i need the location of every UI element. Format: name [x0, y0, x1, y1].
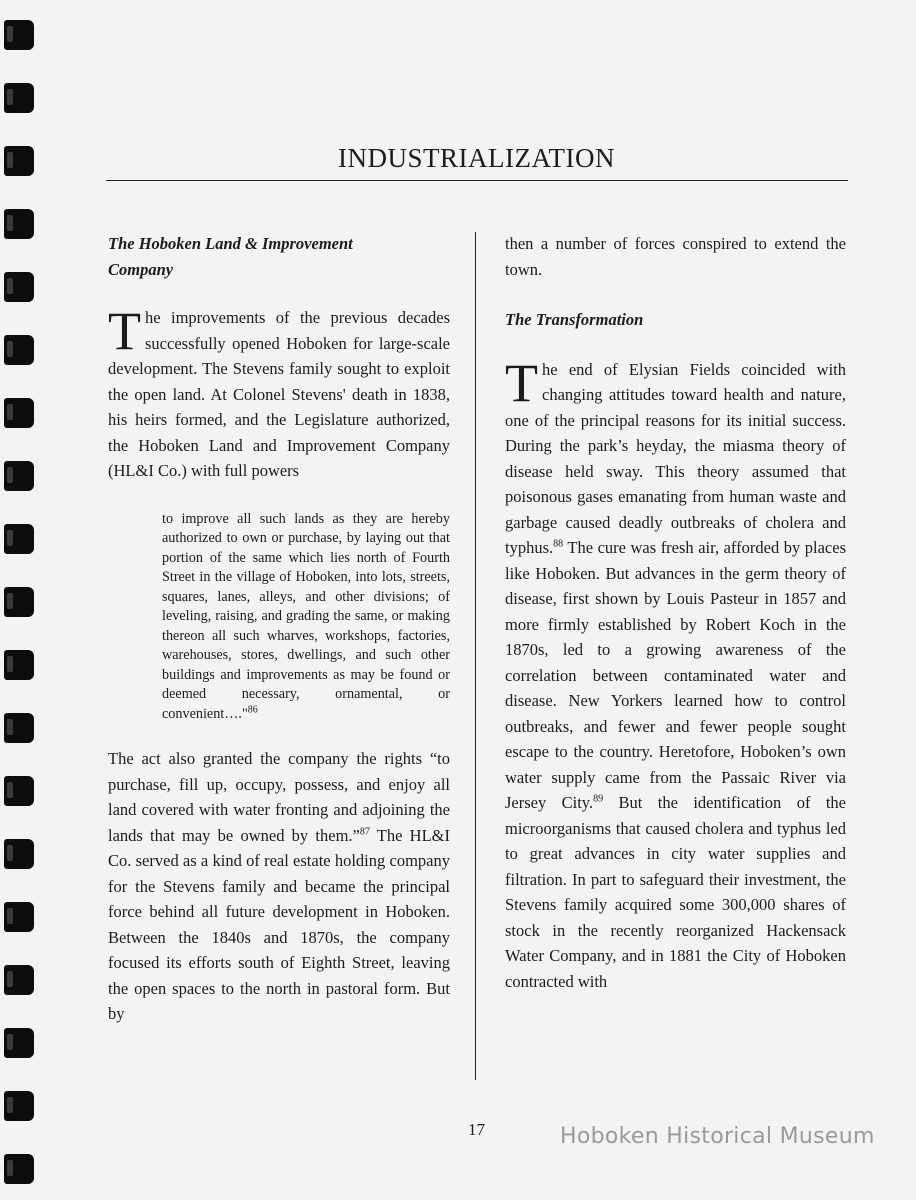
- drop-cap: T: [108, 301, 141, 361]
- paragraph-text: he improvements of the previous decades successfully opened Hoboken for large-scale development. The Stevens family sought to exploit the open land. At Colonel Stevens' death in 1838, his heirs formed, and the Legislature authorized, the Hoboken Land and Improvement Company (HL&I Co.) with full powers: [108, 308, 450, 480]
- binding-coil: [4, 776, 34, 806]
- binding-coil: [4, 461, 34, 491]
- footnote-ref-89: 89: [593, 793, 604, 805]
- block-quote: [162, 510, 450, 725]
- binding-coil: [4, 587, 34, 617]
- paragraph-text: he end of Elysian Fields coincided with changing attitudes toward health and nature, one of the principal reasons for its initial success. During the park’s heyday, the miasma theory of disease held sway. This theory assumed that poisonous gases emanating from human waste and garbage caused deadly outbreaks of cholera and typhus.: [505, 359, 846, 557]
- binding-coil: [4, 902, 34, 932]
- binding-coil: [4, 1154, 34, 1184]
- binding-coil: [4, 713, 34, 743]
- footnote-ref-88: 88: [553, 538, 564, 550]
- binding-coil: [4, 209, 34, 239]
- right-column: [505, 231, 846, 994]
- binding-coil: [4, 20, 34, 50]
- binding-coil: [4, 1091, 34, 1121]
- paragraph-transformation: [505, 352, 847, 995]
- footnote-ref-87: 87: [359, 826, 370, 837]
- binding-coil: [4, 839, 34, 869]
- paragraph-continuation: then a number of forces conspired to extend the town.: [505, 234, 846, 279]
- paragraph-hl-i-intro: [108, 301, 450, 484]
- footnote-ref-86: 86: [247, 703, 258, 715]
- quote-text: to improve all such lands as they are hereby authorized to own or purchase, by laying out that portion of the same which lies north of Fourth Street in the village of Hoboken, into lots, streets, squares, lanes, alleys, and other divisions; of leveling, raising, and grading the same, or making thereon all such wharves, workshops, factories, warehouses, stores, dwellings, and such other buildings and improvements as may be found or deemed necessary, ornamental, or convenient….": [162, 510, 450, 722]
- drop-cap: T: [505, 352, 538, 413]
- column-divider: [475, 232, 476, 1080]
- binding-coil: [4, 272, 34, 302]
- left-column: [108, 231, 450, 1027]
- paragraph-hl-i-rights: [108, 746, 450, 1027]
- watermark: Hoboken Historical Museum: [560, 1124, 875, 1149]
- section-heading-transformation: The Transformation: [505, 310, 644, 329]
- binding-coil: [4, 146, 34, 176]
- section-heading-hl-i: The Hoboken Land & Improvement Company: [108, 234, 353, 279]
- binding-coil: [4, 524, 34, 554]
- spiral-binding: [0, 0, 40, 1200]
- page-number: 17: [468, 1120, 485, 1139]
- binding-coil: [4, 965, 34, 995]
- binding-coil: [4, 83, 34, 113]
- paragraph-text: The cure was fresh air, afforded by places like Hoboken. But advances in the germ theory of disease, first shown by Louis Pasteur in 1857 and more firmly established by Robert Koch in the 1870s, led to a growing awareness of the correlation between contaminated water and disease. New Yorkers learned how to control outbreaks, and fewer and fewer people sought escape to the country. Heretofore, Hoboken’s own water supply came from the Passaic River via Jersey City.: [505, 538, 846, 812]
- page-title: INDUSTRIALIZATION: [338, 143, 615, 173]
- binding-coil: [4, 650, 34, 680]
- paragraph-text: But the identification of the microorganisms that caused cholera and typhus led to great advances in city water supplies and filtration. In part to safeguard their investment, the Stevens family acquired some 300,000 shares of stock in the recently reorganized Hackensack Water Company, and in 1881 the City of Hoboken contracted with: [505, 793, 847, 991]
- paragraph-text: The act also granted the company the rights “to purchase, fill up, occupy, possess, and enjoy all land covered with water fronting and adjoining the lands that may be owned by them.”: [108, 749, 450, 845]
- binding-coil: [4, 398, 34, 428]
- title-divider: [106, 180, 848, 181]
- binding-coil: [4, 1028, 34, 1058]
- binding-coil: [4, 335, 34, 365]
- paragraph-text: The HL&I Co. served as a kind of real estate holding company for the Stevens family and became the principal force behind all future development in Hoboken. Between the 1840s and 1870s, the company focused its efforts south of Eighth Street, leaving the open spaces to the north in pastoral form. But by: [108, 825, 450, 1023]
